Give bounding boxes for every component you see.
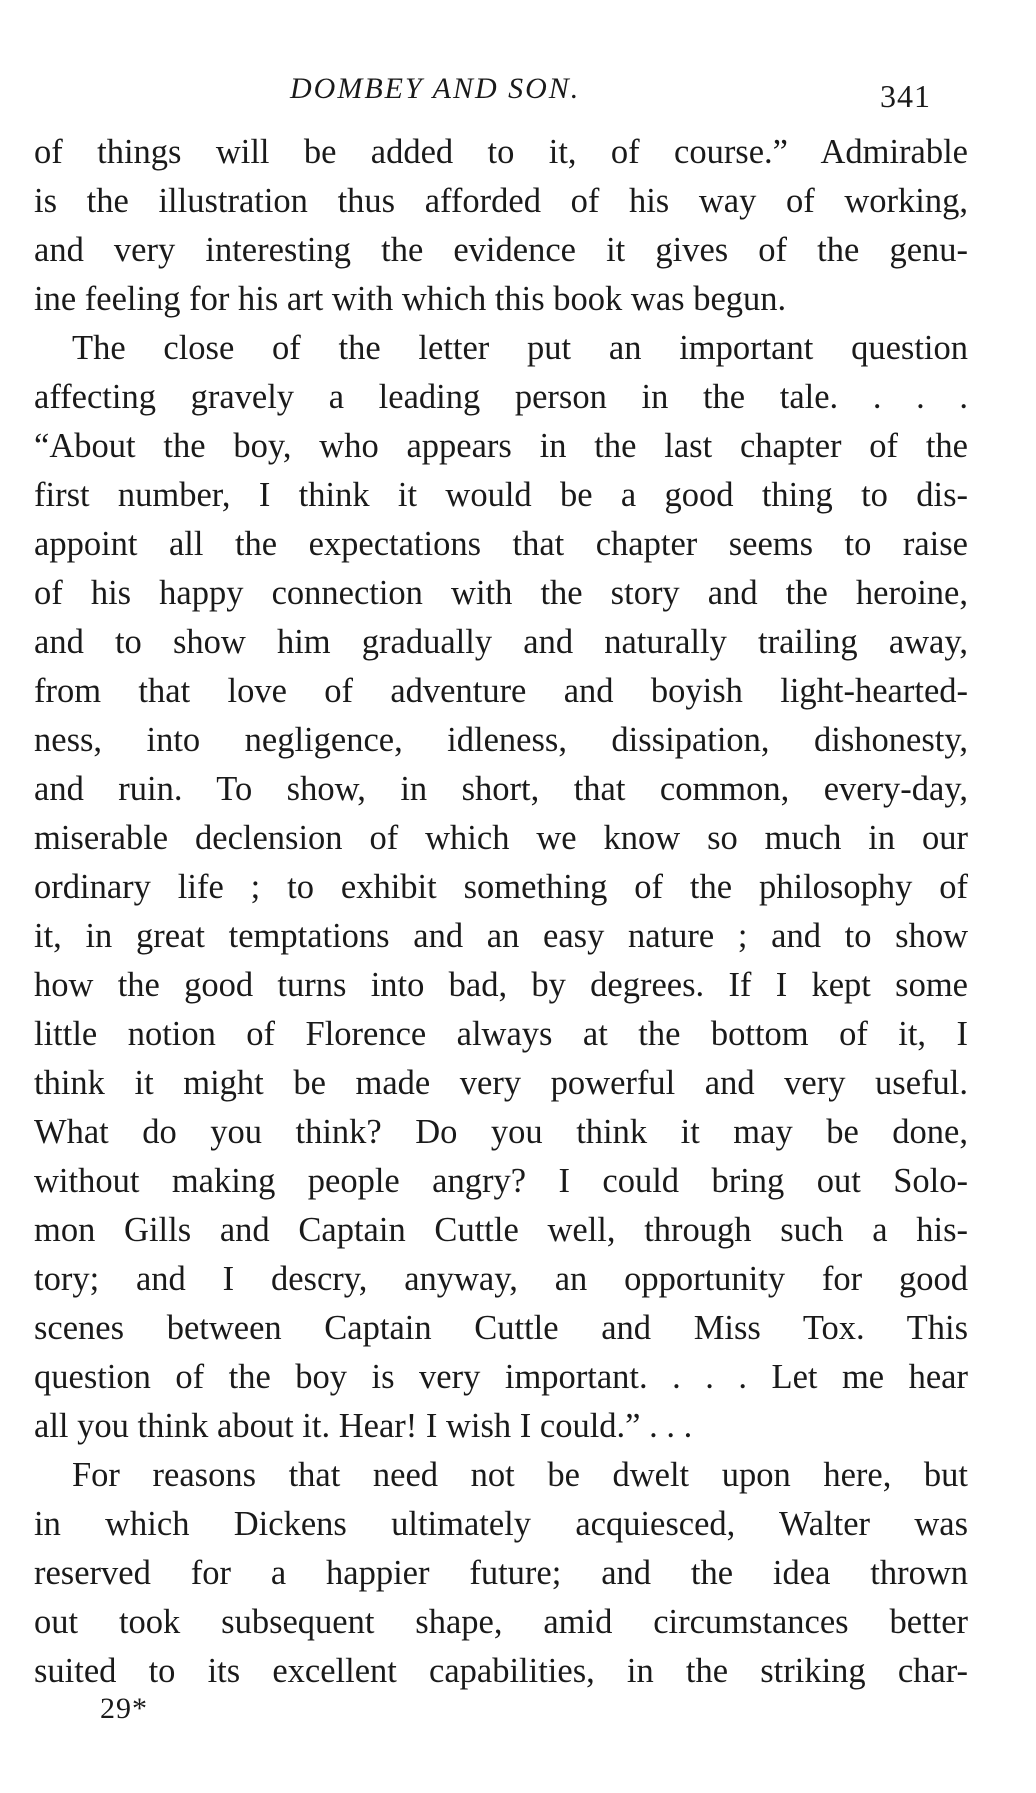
- text-line: in which Dickens ultimately acquiesced, Walter was: [34, 1505, 968, 1543]
- text-line: reserved for a happier future; and the idea thrown: [34, 1554, 968, 1592]
- text-line: What do you think? Do you think it may be done,: [34, 1113, 968, 1151]
- text-line: scenes between Captain Cuttle and Miss Tox. This: [34, 1309, 968, 1347]
- text-line: think it might be made very powerful and very useful.: [34, 1064, 968, 1102]
- text-line: miserable declension of which we know so much in our: [34, 819, 968, 857]
- text-line: “About the boy, who appears in the last chapter of the: [34, 427, 968, 465]
- text-line: little notion of Florence always at the bottom of it, I: [34, 1015, 968, 1053]
- text-line: For reasons that need not be dwelt upon here, but: [72, 1456, 968, 1494]
- page-number: 341: [880, 78, 931, 114]
- text-line: affecting gravely a leading person in the tale. . . .: [34, 378, 968, 416]
- text-line: all you think about it. Hear! I wish I could.” . . .: [34, 1407, 693, 1445]
- text-line: and to show him gradually and naturally trailing away,: [34, 623, 968, 661]
- running-head: [0, 64, 1036, 114]
- text-line: ine feeling for his art with which this book was begun.: [34, 280, 787, 318]
- text-line: ness, into negligence, idleness, dissipation, dishonesty,: [34, 721, 968, 759]
- text-line: first number, I think it would be a good thing to dis-: [34, 476, 968, 514]
- text-line: and ruin. To show, in short, that common, every-day,: [34, 770, 968, 808]
- text-line: mon Gills and Captain Cuttle well, through such a his-: [34, 1211, 968, 1249]
- text-line: without making people angry? I could bring out Solo-: [34, 1162, 968, 1200]
- text-line: it, in great temptations and an easy nature ; and to show: [34, 917, 968, 955]
- text-line: from that love of adventure and boyish light-hearted-: [34, 672, 968, 710]
- text-line: how the good turns into bad, by degrees. If I kept some: [34, 966, 968, 1004]
- text-line: suited to its excellent capabilities, in the striking char-: [34, 1652, 968, 1690]
- text-line: ordinary life ; to exhibit something of the philosophy of: [34, 868, 968, 906]
- text-line: of his happy connection with the story and the heroine,: [34, 574, 968, 612]
- text-line: tory; and I descry, anyway, an opportunity for good: [34, 1260, 968, 1298]
- body-text: [34, 128, 968, 1696]
- text-line: appoint all the expectations that chapter seems to raise: [34, 525, 968, 563]
- running-title: DOMBEY AND SON.: [290, 72, 581, 105]
- text-line: question of the boy is very important. . . . Let me hear: [34, 1358, 968, 1396]
- text-line: The close of the letter put an important question: [72, 329, 968, 367]
- text-line: out took subsequent shape, amid circumstances better: [34, 1603, 968, 1641]
- text-line: of things will be added to it, of course.” Admirable: [34, 133, 968, 171]
- text-line: and very interesting the evidence it gives of the genu-: [34, 231, 968, 269]
- signature-mark: 29*: [100, 1692, 148, 1725]
- text-line: is the illustration thus afforded of his way of working,: [34, 182, 968, 220]
